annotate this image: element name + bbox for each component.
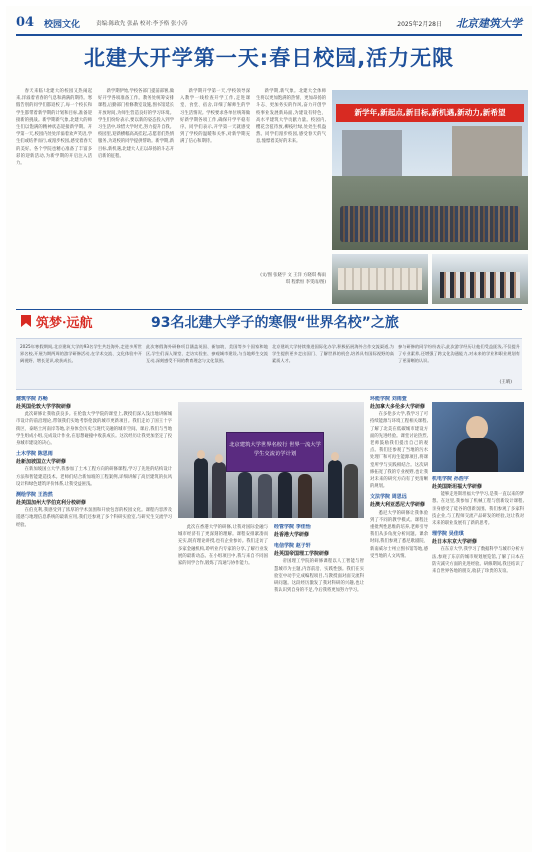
story-text: 能够走进斯坦福大学学习,是我一直以来的梦想。在这里,我参加了机械工程与创新设计课程,亲身感受了硅谷的创新氛围。我们参观了多家科技企业,与工程师交流产品研发的经验,这让我对未来的职业发展有了新的思考。 [432, 492, 524, 526]
group-photo-flag [178, 402, 364, 518]
lead-column: 参与研修的同学纷纷表示,此次游学经历让他们受益匪浅,不仅提升了专业素养,还增强了跨文化沟通能力,对未来的学业和职业规划有了更清晰的认识。 [398, 344, 520, 363]
article1-byline [256, 272, 326, 300]
article1-column-1 [16, 88, 92, 302]
story-author: 机电学院 孙浩宇 [432, 476, 469, 482]
section-name: 校园文化 [44, 20, 81, 30]
article1-paragraph: 新学期,新气象。北建大全体师生将以更加饱满的热情、更加昂扬的斗志、更加务实的作风,奋力开创学校事业发展新局面,为建设有特色、高水平建筑大学贡献力量。校园内,樱花含苞待放,柳枝吐绿,处处生机盎然。同学们漫步校园,感受春天的气息,憧憬着美好的未来。 [256, 89, 326, 145]
flag-text: 北京建筑大学世界名校行 世界一流大学学生交流访学计划 [229, 442, 321, 457]
story-subtitle: 赴英国帝国理工学院研修 [274, 550, 330, 557]
story-subtitle: 赴新加坡国立大学研修 [16, 458, 67, 465]
story-subtitle: 赴美国加州大学伯克利分校研修 [16, 499, 87, 506]
editor-credits: 责编:陈政先 张晶 校对:李予格 张小涛 [96, 21, 188, 27]
photo-students [440, 272, 520, 298]
story-author: 理学院 吴佳琪 [432, 531, 464, 538]
story-text: 悉尼大学的研修让我体验到了不同的教学模式。课程注重批判性思维的培养,老师引导我们从多角度分析问题。课余时间,我们参观了悉尼歌剧院、新南威尔士州立图书馆等地,感受当地的人文风情。 [370, 510, 428, 559]
story-author: 环能学院 刘雨萱 [370, 396, 407, 402]
photo-person [298, 474, 312, 518]
story-author: 测绘学院 王浩然 [16, 492, 53, 498]
photo-building [452, 126, 522, 178]
lead-column: 北京建筑大学持续推进国际化办学,积极拓展海外合作交流渠道,为学生提供更多走出国门、了解世界的机会,培养具有国际视野的高素质人才。 [272, 344, 394, 363]
photo-person [278, 472, 292, 518]
university-flag [226, 432, 324, 472]
story-subtitle: 赴香港大学研修 [274, 531, 310, 538]
story-author: 建筑学院 苏畅 [16, 396, 48, 402]
article1-paragraph: 新学期伊始,学校各部门提前部署,做好开学各项准备工作。教务处统筹安排课程,后勤部门检修教室设施,图书馆延长开放时间,为师生营造良好的学习环境。学生们纷纷表示,要以新的姿态投入到学习生活中,珍惜大学时光,努力提升自我。校园里,迎新横幅高高挂起,志愿者们热情服务,为返校的同学提供帮助。新学期,新目标,新机遇,北建大人正以昂扬的斗志开启新的征程。 [98, 89, 174, 159]
issue-date: 2025年2月28日 [397, 21, 442, 28]
story-text: 在东京大学,我学习了数据科学与城市分析方法,参观了东京的城市规划展览馆,了解了日本在防灾减灾方面的先进经验。研修期间,我还结识了来自世界各地的朋友,收获了珍贵的友谊。 [432, 547, 524, 574]
article1-column-2 [98, 88, 174, 302]
photo-crowd [340, 206, 520, 242]
photo-person-head [215, 454, 223, 463]
article2-headline: 93名北建大学子的寒假“世界名校”之旅 [151, 315, 399, 331]
photo-person-head [466, 416, 488, 440]
photo-person-head [197, 450, 205, 459]
photo-person [328, 460, 342, 518]
story-author: 文法学院 周思远 [370, 494, 407, 501]
story-text: 在伯克利,我感受到了浓厚的学术氛围和开放包容的校园文化。课程内容涉及遥感与地理信息系统的最新应用,我们还参观了多个科研实验室,与研究生交流学习经验。 [16, 508, 172, 528]
photo-person [344, 464, 358, 518]
byline-text: (文/图 张晓宇 文 王洋 方晓琪 梅雨琪 程紫恒 李雯雨/图) [260, 273, 326, 286]
lead-author: (王晴) [499, 380, 512, 385]
slogan-banner: 新学年,新起点,新目标,新机遇,新动力,新希望 [336, 104, 524, 122]
story-text: 在多伦多大学,我学习了可持续能源与环境工程相关课程,了解了北美在低碳城市建设方面的先进经验。课堂讨论热烈,老师鼓励我们提出自己的观点。我们还参观了当地的污水处理厂和可再生能源项目,将课堂所学与实践相结合。这次研修拓宽了我的专业视野,也让我对未来的研究方向有了更清晰的规划。 [370, 412, 428, 490]
student-portrait-photo [432, 402, 524, 472]
story-author: 电信学院 赵子轩 [274, 543, 311, 550]
paper-name: 北京建筑大学 [456, 17, 522, 30]
photo-person [194, 458, 208, 518]
story-subtitle: 赴澳大利亚悉尼大学研修 [370, 502, 426, 509]
story-text: 帝国理工学院的研修课程以人工智能与智慧城市为主题,内容前沿、实践性强。我们在实验室中动手完成编程项目,与教授面对面交流科研问题。这段经历激发了我对科研的兴趣,也让我认识到自身的不足,今后我将更加努力学习。 [274, 559, 364, 594]
story-text: 在新加坡国立大学,我参加了土木工程方向的研修课程,学习了先进的结构设计方法和智能建造技术。老师们结合新加坡的工程案例,详细讲解了高层建筑的抗风设计和绿色建筑评价体系,让我受益匪浅。 [16, 467, 172, 487]
article1-headline: 北建大开学第一天:春日校园,活力无限 [83, 46, 455, 70]
story-subtitle: 赴英国伦敦大学学院研修 [16, 403, 72, 410]
article1-paragraph: 春天来临!北建大的校园又热闹起来,洋溢着青春的气息和满满的期待。寒假告别的同学们都返校了,每一个校长和学生都带着新学期的计划和目标,准备迎接新的挑战。新学期新气象,北建大的师生们以饱满的精神状态迎接新学期。开学第一天,校园内处处洋溢着欢声笑语,学生们或结伴而行,或漫步校园,感受着春天的美好。各个学院也精心准备了丰富多彩的迎新活动,为新学期的开启注入活力。 [16, 89, 92, 167]
photo-person [258, 474, 272, 518]
story-subtitle: 赴美国斯坦福大学研修 [432, 483, 483, 490]
story-subtitle: 赴日本东京大学研修 [432, 538, 478, 545]
photo-person [456, 438, 498, 472]
article1-column-4 [256, 88, 326, 268]
story-author: 经管学院 李佳怡 [274, 524, 311, 530]
article1-paragraph: 新学期开学第一天,学校领导深入教学一线检查开学工作,走进课堂、食堂、宿舍,详细了解师生的学习生活情况。学校要求各单位统筹做好新学期各项工作,确保开学平稳有序。同学们表示,开学第一天就感受到了学校的温暖和关怀,对新学期充满了信心和期待。 [180, 89, 250, 145]
article1-column-3 [180, 88, 250, 302]
classroom-photo [432, 254, 528, 304]
article2-left-column [16, 396, 172, 846]
article2-mid-column-2 [274, 524, 364, 846]
story-author: 土木学院 陈思雨 [16, 451, 53, 458]
masthead [16, 14, 522, 36]
story-text: 此次研修让我收获良多。在伦敦大学学院的课堂上,教授们深入浅出地讲解城市设计的前沿理论,带领我们实地考察伦敦的城市更新项目。我们走访了国王十字街区、泰晤士河南岸等地,亲身体会历史与现代交融的城市空间。课后,我们与当地学生组成小组,完成设计作业,在思想碰撞中收获成长。这次经历让我更加坚定了投身城市建设的决心。 [16, 412, 172, 446]
photo-building [342, 130, 402, 178]
photo-person [212, 462, 226, 518]
photo-tables [338, 268, 422, 290]
newspaper-page [6, 6, 532, 852]
photo-person-head [331, 452, 339, 461]
article2-kicker: 筑梦·远航 [36, 316, 93, 331]
article2-far-column [432, 476, 524, 846]
ribbon-icon [20, 314, 32, 328]
photo-person [238, 472, 252, 518]
article2-right-column [370, 396, 428, 846]
lead-column: 2025年寒假期间,北京建筑大学的93名学生共赴海外,走进多所世界名校,开展为期两周的游学研修活动,在学术交流、文化体验中开阔视野、增长见识,收获成长。 [20, 344, 142, 363]
page-number: 04 [16, 15, 35, 30]
article2-lead-box [16, 338, 522, 390]
story-subtitle: 赴加拿大多伦多大学研修 [370, 403, 426, 410]
story-text: 此次在香港大学的研修,让我对国际金融与城市经济有了更深刻的理解。课程安排紧凑而充实,既有理论讲授,也有企业参访。我们走访了多家金融机构,聆听业内专家的分享,了解行业发展的最新动态。在小组项目中,我与来自不同国家的同学合作,锻炼了沟通与协作能力。 [178, 525, 268, 567]
campus-opening-photo [332, 90, 528, 250]
lead-column: 此次寒假海外研修项目涵盖英国、新加坡、美国等多个国家和地区,学生们深入课堂、走访实验室、参观城市建设,与当地师生交流互动,深刻感受不同的教育理念与文化氛围。 [146, 344, 268, 363]
canteen-photo [332, 254, 428, 304]
article2-mid-column-1 [178, 524, 268, 846]
